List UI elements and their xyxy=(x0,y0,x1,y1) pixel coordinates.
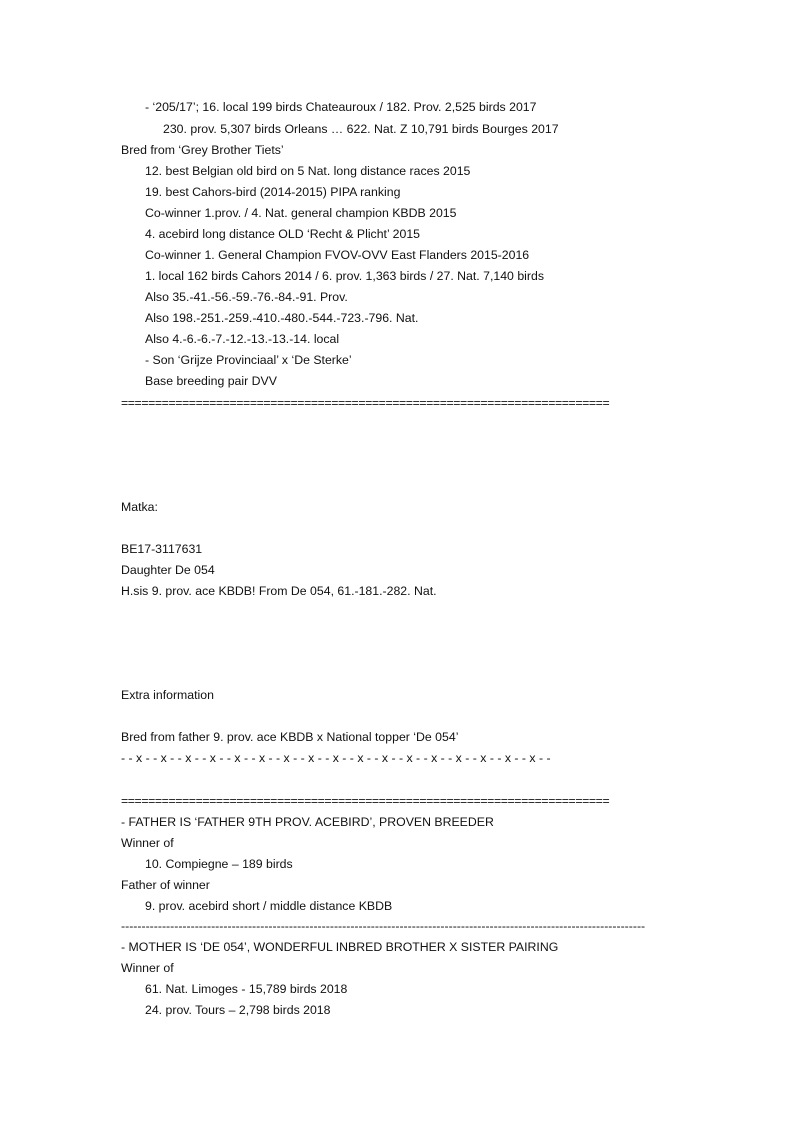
list-item: Co-winner 1. General Champion FVOV-OVV East Flanders 2015-2016 xyxy=(145,248,530,262)
father-heading: - FATHER IS ‘FATHER 9TH PROV. ACEBIRD’, PROVEN BREEDER xyxy=(121,815,494,829)
list-item: 9. prov. acebird short / middle distance KBDB xyxy=(145,899,393,913)
list-item: 19. best Cahors-bird (2014-2015) PIPA ranking xyxy=(145,185,401,199)
bred-from-line: Bred from ‘Grey Brother Tiets’ xyxy=(121,143,284,157)
list-item: 1. local 162 birds Cahors 2014 / 6. prov. 1,363 birds / 27. Nat. 7,140 birds xyxy=(145,269,544,283)
list-item: Also 4.-6.-6.-7.-12.-13.-13.-14. local xyxy=(145,332,340,346)
mother-winner-of: Winner of xyxy=(121,961,174,975)
list-item: 24. prov. Tours – 2,798 birds 2018 xyxy=(145,1003,331,1017)
dam-ring-number: BE17-3117631 xyxy=(121,542,203,556)
dash-separator: -------------------------------------------------------------------------------------------------------------------------------- xyxy=(121,919,646,933)
separator-rule: ======================================================================== xyxy=(121,396,610,410)
extra-heading: Extra information xyxy=(121,688,214,702)
list-item: - Son ‘Grijze Provinciaal’ x ‘De Sterke’ xyxy=(145,353,352,367)
dam-line: Daughter De 054 xyxy=(121,563,215,577)
dam-heading: Matka: xyxy=(121,500,158,514)
mother-heading: - MOTHER IS ‘DE 054’, WONDERFUL INBRED BROTHER X SISTER PAIRING xyxy=(121,940,559,954)
list-item: 10. Compiegne – 189 birds xyxy=(145,857,293,871)
results-line: - ‘205/17’; 16. local 199 birds Chateauroux / 182. Prov. 2,525 birds 2017 xyxy=(145,100,537,114)
list-item: Also 35.-41.-56.-59.-76.-84.-91. Prov. xyxy=(145,290,348,304)
extra-bred-from: Bred from father 9. prov. ace KBDB x National topper ‘De 054’ xyxy=(121,730,459,744)
father-winner-of: Winner of xyxy=(121,836,174,850)
list-item: Also 198.-251.-259.-410.-480.-544.-723.-796. Nat. xyxy=(145,311,419,325)
list-item: 4. acebird long distance OLD ‘Recht & Plicht’ 2015 xyxy=(145,227,421,241)
father-of-winner: Father of winner xyxy=(121,878,210,892)
list-item: Base breeding pair DVV xyxy=(145,374,277,388)
x-separator: - - x - - x - - x - - x - - x - - x - - x - - x - - x - - x - - x - - x - - x - - x - - x - - x - - x - - xyxy=(121,751,551,765)
dam-line: H.sis 9. prov. ace KBDB! From De 054, 61.-181.-282. Nat. xyxy=(121,584,437,598)
separator-rule: ======================================================================== xyxy=(121,794,610,808)
list-item: Co-winner 1.prov. / 4. Nat. general champion KBDB 2015 xyxy=(145,206,457,220)
list-item: 61. Nat. Limoges - 15,789 birds 2018 xyxy=(145,982,348,996)
list-item: 12. best Belgian old bird on 5 Nat. long distance races 2015 xyxy=(145,164,471,178)
results-line: 230. prov. 5,307 birds Orleans … 622. Nat. Z 10,791 birds Bourges 2017 xyxy=(163,122,559,136)
